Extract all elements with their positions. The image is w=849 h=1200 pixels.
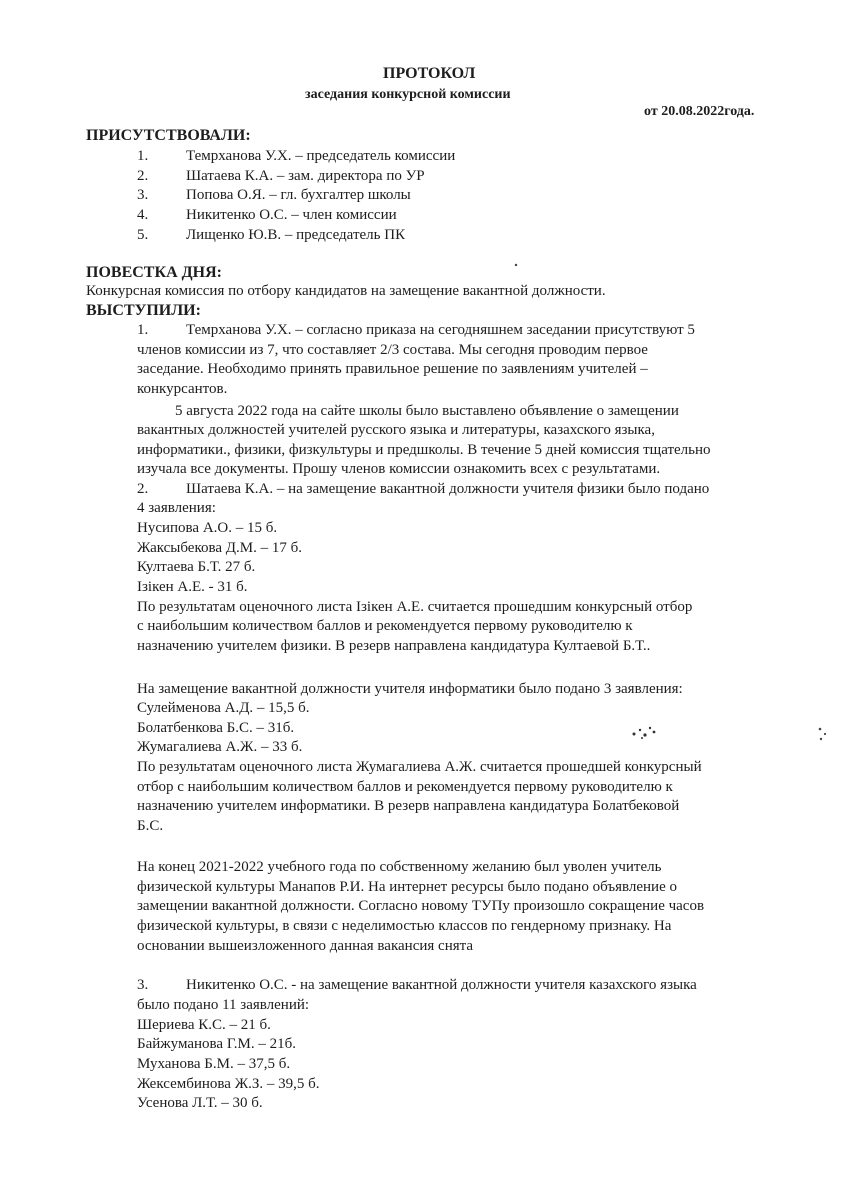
- speech-line: заседание. Необходимо принять правильное решение по заявлениям учителей –: [137, 361, 648, 377]
- present-item: Попова О.Я. – гл. бухгалтер школы: [186, 187, 411, 203]
- result-line: с наибольшим количеством баллов и рекомендуется первому руководителю к: [137, 618, 633, 634]
- speaker-num: 1.: [137, 322, 149, 338]
- speech-line: На конец 2021-2022 учебного года по собственному желанию был уволен учитель: [137, 859, 662, 875]
- scan-speck: [628, 720, 660, 744]
- speakers-heading: ВЫСТУПИЛИ:: [86, 302, 201, 319]
- candidate-line: Нусипова А.О. – 15 б.: [137, 520, 278, 536]
- candidate-line: Усенова Л.Т. – 30 б.: [137, 1095, 263, 1111]
- present-heading: ПРИСУТСТВОВАЛИ:: [86, 127, 251, 144]
- result-line: По результатам оценочного листа Ізікен А.Е. считается прошедшим конкурсный отбор: [137, 599, 693, 615]
- scan-speck: [512, 260, 520, 270]
- present-num: 5.: [137, 227, 149, 243]
- candidate-line: Муханова Б.М. – 37,5 б.: [137, 1056, 291, 1072]
- agenda-text: Конкурсная комиссия по отбору кандидатов на замещение вакантной должности.: [86, 283, 606, 299]
- result-line: отбор с наибольшим количеством баллов и рекомендуется первому руководителю к: [137, 779, 673, 795]
- document-subtitle: заседания конкурсной комиссии: [305, 87, 511, 102]
- present-num: 2.: [137, 168, 149, 184]
- candidate-line: Сулейменова А.Д. – 15,5 б.: [137, 700, 310, 716]
- speech-line: Никитенко О.С. - на замещение вакантной должности учителя казахского языка: [186, 977, 697, 993]
- candidate-line: Жумагалиева А.Ж. – 33 б.: [137, 739, 303, 755]
- candidate-line: Шериева К.С. – 21 б.: [137, 1017, 271, 1033]
- speech-line: Шатаева К.А. – на замещение вакантной должности учителя физики было подано: [186, 481, 710, 497]
- speech-line: конкурсантов.: [137, 381, 228, 397]
- speech-line: замещении вакантной должности. Согласно новому ТУПу произошло сокращение часов: [137, 898, 705, 914]
- speaker-num: 3.: [137, 977, 149, 993]
- speech-line: 4 заявления:: [137, 500, 216, 516]
- present-item: Темрханова У.Х. – председатель комиссии: [186, 148, 456, 164]
- speech-line: 5 августа 2022 года на сайте школы было выставлено объявление о замещении: [175, 403, 679, 419]
- present-num: 4.: [137, 207, 149, 223]
- result-line: назначению учителем информатики. В резерв направлена кандидатура Болатбековой: [137, 798, 680, 814]
- candidate-line: Култаева Б.Т. 27 б.: [137, 559, 256, 575]
- speech-line: На замещение вакантной должности учителя информатики было подано 3 заявления:: [137, 681, 683, 697]
- speech-line: членов комиссии из 7, что составляет 2/3 состава. Мы сегодня проводим первое: [137, 342, 648, 358]
- result-line: По результатам оценочного листа Жумагалиева А.Ж. считается прошедшей конкурсный: [137, 759, 702, 775]
- speech-line: физической культуры, в связи с неделимостью классов по гендерному признаку. На: [137, 918, 672, 934]
- speaker-num: 2.: [137, 481, 149, 497]
- present-item: Никитенко О.С. – член комиссии: [186, 207, 397, 223]
- candidate-line: Болатбенкова Б.С. – 31б.: [137, 720, 295, 736]
- candidate-line: Жаксыбекова Д.М. – 17 б.: [137, 540, 302, 556]
- speech-line: информатики., физики, физкультуры и предшколы. В течение 5 дней комиссия тщательно: [137, 442, 711, 458]
- agenda-heading: ПОВЕСТКА ДНЯ:: [86, 264, 222, 281]
- present-num: 3.: [137, 187, 149, 203]
- present-item: Шатаева К.А. – зам. директора по УР: [186, 168, 425, 184]
- present-num: 1.: [137, 148, 149, 164]
- speech-line: изучала все документы. Прошу членов комиссии ознакомить всех с результатами.: [137, 461, 661, 477]
- speech-line: основании вышеизложенного данная вакансия снята: [137, 938, 474, 954]
- document-title: ПРОТОКОЛ: [383, 65, 476, 82]
- speech-line: Темрханова У.Х. – согласно приказа на сегодняшнем заседании присутствуют 5: [186, 322, 695, 338]
- candidate-line: Ізікен А.Е. - 31 б.: [137, 579, 248, 595]
- candidate-line: Жексембинова Ж.З. – 39,5 б.: [137, 1076, 320, 1092]
- result-line: назначению учителем физики. В резерв направлена кандидатура Култаевой Б.Т..: [137, 638, 651, 654]
- speech-line: вакантных должностей учителей русского языка и литературы, казахского языка,: [137, 422, 655, 438]
- candidate-line: Байжуманова Г.М. – 21б.: [137, 1036, 297, 1052]
- result-line: Б.С.: [137, 818, 164, 834]
- present-item: Лищенко Ю.В. – председатель ПК: [186, 227, 406, 243]
- speech-line: физической культуры Манапов Р.И. На интернет ресурсы было подано объявление о: [137, 879, 677, 895]
- document-date: от 20.08.2022года.: [644, 104, 755, 119]
- speech-line: было подано 11 заявлений:: [137, 997, 310, 1013]
- scan-speck: [815, 724, 831, 744]
